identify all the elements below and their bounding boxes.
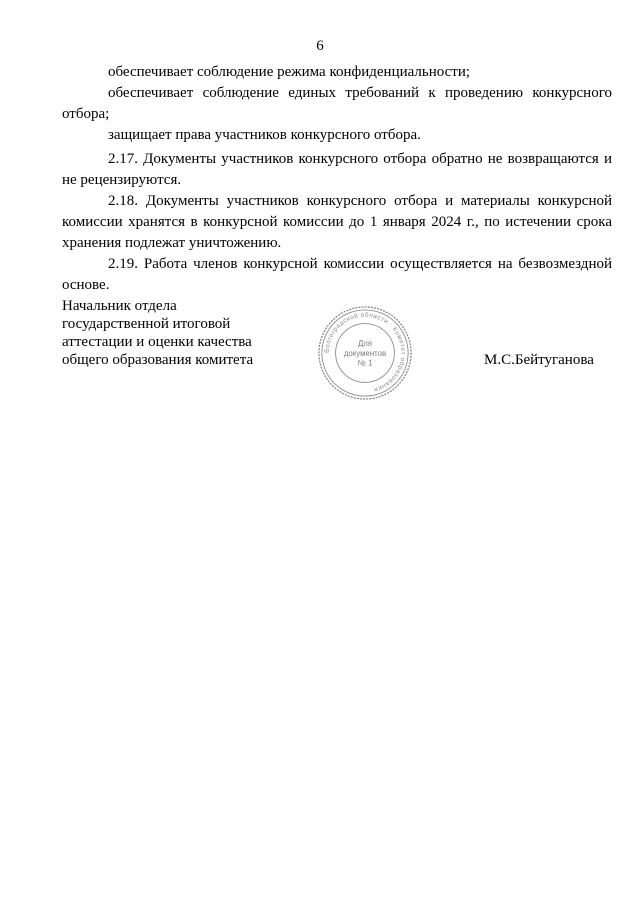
official-stamp	[316, 304, 414, 402]
stamp-center-line: № 1	[357, 358, 373, 368]
signer-position-line: государственной итоговой	[62, 316, 231, 332]
signer-position-line: аттестации и оценки качества	[62, 334, 252, 350]
page-number: 6	[316, 38, 324, 54]
signer-name: М.С.Бейтуганова	[484, 352, 594, 368]
paragraph-2-18: 2.18. Документы участников конкурсного отбора и материалы конкурсной комиссии хранятся в конкурсной комиссии до 1 января 2024 г., по истечении срока хранения подлежат уничтожению.	[62, 193, 612, 251]
stamp-center-line: документов	[343, 348, 387, 358]
signer-position-line: Начальник отдела	[62, 298, 177, 314]
body-text	[62, 62, 612, 296]
paragraph-unified-requirements: обеспечивает соблюдение единых требований к проведению конкурсного отбора;	[62, 85, 612, 122]
paragraph-2-17: 2.17. Документы участников конкурсного отбора обратно не возвращаются и не рецензируются.	[62, 151, 612, 188]
paragraph-2-19: 2.19. Работа членов конкурсной комиссии осуществляется на безвозмездной основе.	[62, 256, 612, 293]
stamp-ring-text: Волгоградской области · Комитет образования	[323, 311, 407, 394]
stamp-center-line: Для	[357, 339, 373, 349]
stamp-seal	[316, 304, 414, 402]
paragraph-confidentiality: обеспечивает соблюдение режима конфиденциальности;	[108, 64, 471, 80]
signer-position	[62, 297, 322, 369]
paragraph-participant-rights: защищает права участников конкурсного отбора.	[108, 127, 421, 143]
signer-position-line: общего образования комитета	[62, 352, 254, 368]
